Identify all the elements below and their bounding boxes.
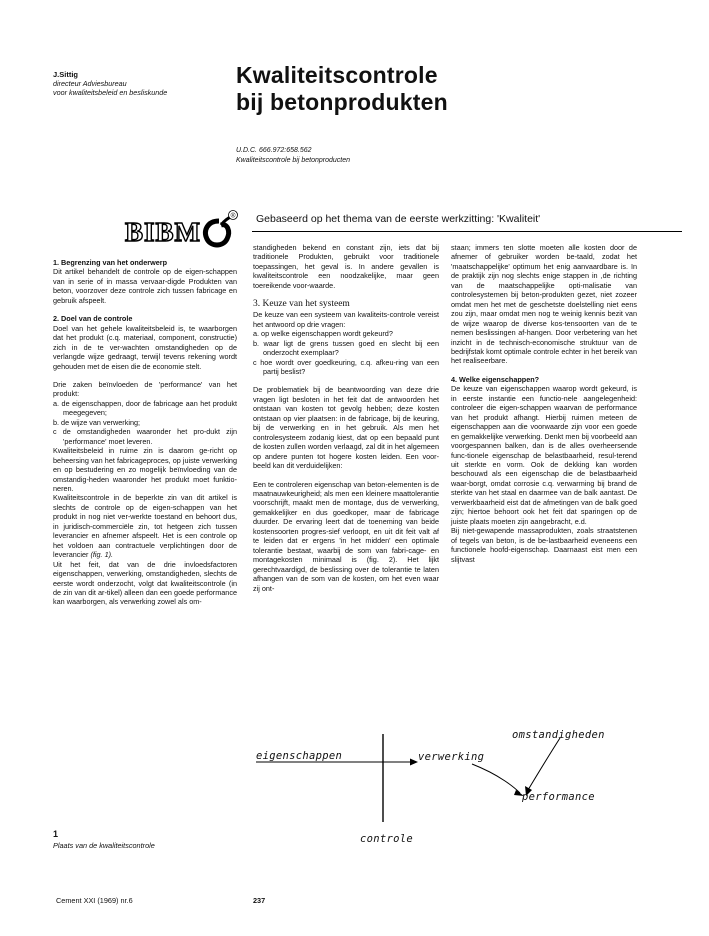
title-line-1: Kwaliteitscontrole [236,62,438,88]
journal-reference: Cement XXI (1969) nr.6 [56,896,133,905]
paragraph: De keuze van een systeem van kwaliteits-controle vereist het antwoord op drie vragen: [253,310,439,329]
paragraph [53,493,237,559]
paragraph: Uit het feit, dat van de drie invloedsfactoren eigenschappen, verwerking, omstandigheden, slechts de eerste wordt onderzocht, volgt dat kwaliteitscontrole (in de zin van dit ar-tikel) alleen dan een goede performance kan waarborgen, als verwerking zowel als om- [53,559,237,607]
column-1 [53,258,237,607]
paragraph: De problematiek bij de beantwoording van deze drie vragen ligt besloten in het feit dat de antwoorden het ontstaan van kosten tot gevolg hebben; deze kosten ontstaan op vier plaatsen: in de fabricage, bij de keuring, bij de verwerking en in het gebruik. Als men het controlesysteem zodanig kiest, dat op een bepaald punt de kosten zullen worden verlaagd, zal dit in het algemeen op andere punten tot hogere kosten leiden. Een voor-beeld kan dit verduidelijken: [253,385,439,471]
article-subtitle: Kwaliteitscontrole bij betonproducten [236,156,351,164]
label-eigenschappen: eigenschappen [256,750,343,762]
paragraph: Bij niet-gewapende massaprodukten, zoals straatstenen of tegels van beton, is de be-lastbaarheid eveneens een functionele hoofd-eigenschap. Daarnaast eist men een slijtvast [451,526,637,564]
label-verwerking: verwerking [418,751,485,763]
list-item: b. de wijze van verwerking; [53,417,141,427]
label-controle: controle [360,833,413,845]
title-line-2: bij betonprodukten [236,89,448,115]
figure-number: 1 [53,829,59,839]
list-item: a. de eigenschappen, door de fabricage aan het produkt meegegeven; [53,398,237,418]
paragraph: Een te controleren eigenschap van beton-elementen is de maatnauwkeurigheid; als men een kleinere maattolerantie voorschrijft, maakt men de montage, dus de verwerking, gemakkelijker en dus goedkoper, maar de fabricage duurder. De ervaring leert dat de toeneming van beide kostensoorten progres-sief verloopt, en uit dit feit valt af te leiden dat er ergens 'in het midden' een optimale tolerantie bestaat, waarbij de som van fabri-cage- en montagekosten minimaal is (fig. 2). Het lijkt gerechtvaardigd, de beslissing over de tolerantie te laten afhangen van de som van de kosten, om het even waar zij ont- [253,479,439,593]
author-block [53,70,233,97]
column-2 [253,243,439,593]
paragraph: Kwaliteitsbeleid in ruime zin is daarom ge-richt op beheersing van het fabricageproces, op juiste verwerking en op bestudering en zo mogelijk beïnvloeding van de omstandig-heden waaronder het produkt moet funktio-neren. [53,446,237,493]
label-performance: performance [522,791,595,803]
label-omstandigheden: omstandigheden [512,729,605,741]
udc-code: U.D.C. 666.972:658.562 [236,147,312,154]
omstandigheden-arrow [528,738,560,790]
verwerking-arrow [472,764,520,793]
list-item: b. waar ligt de grens tussen goed en slecht bij een onderzocht exemplaar? [253,338,439,358]
list-item: c de omstandigheden waaronder het pro-dukt zijn 'performance' moet leveren. [53,427,237,446]
figure-reference: (fig. 1). [90,550,114,560]
logo-mark: ® [230,212,236,220]
header-divider [252,231,682,232]
paragraph: De keuze van eigenschappen waarop wordt gekeurd, is in eerste instantie een functio-nele aangelegenheid: controleer die eigen-schappen waarvan de performance van het produkt afhangt. Hierbij ruimen meteen de eigenschappen aan die voorwaarde zijn voor een goede en gemakkelijke verwerking. Denkt men bij voorbeeld aan voorgespannen balken, dan is de alles overheersende func-tionele eigenschap de belastbaarheid, resul-terend uit sterkte en vorm. Ook de dekking kan worden beschouwd als een eigenschap die de belastbaarheid waar-borgt, omdat corrosie c.q. verwarming bij brand de sterkte van het staal en daarmee van de balk aantast. De verwerkbaarheid eist dat de afmetingen van de balk goed zijn; hiertoe behoort ook het feit dat sparingen op de juiste plaats moeten zijn aangebracht, e.d. [451,384,637,526]
paragraph: Doel van het gehele kwaliteitsbeleid is, te waarborgen dat het produkt (c.q. materiaal, component, constructie) zich in de te ver-wachten omstandigheden op de verlangde wijze gedraagt, terwijl tevens rekening wordt gehouden met de eisen die de economie stelt. [53,323,237,371]
section-heading-3: 3. Keuze van het systeem [253,299,350,310]
section-heading-2: 2. Doel van de controle [53,314,133,324]
paragraph: staan; immers ten slotte moeten alle kosten door de afnemer of gebruiker worden be-taald, zodat het 'maatschappelijke' optimum het enig aanvaardbare is. In de praktijk zijn nog slechts enige stappen in ,de richting van de maatschappelijke opti-malisatie van controlesystemen bij beton-produkten gezet, niet zozeer omdat men het met de geschetste doelstelling niet eens zou zijn, maar omdat men nog te weinig kennis bezit van de wijze waarop de diverse kos-tensoorten van de te nemen beslissingen af-hangen. Door verbetering van het inzicht in de technisch-economische struktuur van de bedrijfstak komt optimale controle echter in het bereik van het realiseerbare. [451,243,637,366]
figure-1-diagram [250,720,650,850]
list-item: a. op welke eigenschappen wordt gekeurd? [253,329,393,339]
theme-line: Gebaseerd op het thema van de eerste werkzitting: 'Kwaliteit' [256,213,541,225]
list-item: c hoe wordt over goedkeuring, c.q. afkeu-ring van een partij beslist? [253,357,439,376]
bibm-logo [123,209,243,255]
section-heading-1: 1. Begrenzing van het onderwerp [53,258,168,267]
paragraph: Drie zaken beïnvloeden de 'performance' van het produkt: [53,379,237,399]
article-title [236,62,676,116]
author-role: directeur Adviesbureau [53,79,127,88]
paragraph-text: Kwaliteitscontrole in de beperkte zin van dit artikel is slechts de controle op de eigen-schappen van het produkt in nog niet ver-werkte toestand en behoort dus, in juridisch-commerciële zin, tot hetgeen zich tussen leverancier en afnemer afspeelt. Het is een controle op het voldoen aan contractuele verplichtingen door de leverancier [53,493,237,560]
column-3 [451,243,637,564]
paragraph: Dit artikel behandelt de controle op de eigen-schappen van in serie of in massa vervaar-digde Produkten van beton, voorzover deze controle zich tussen fabricage en gebruik afspeelt. [53,267,237,305]
author-name: J.Sittig [53,70,79,79]
paragraph: standigheden bekend en constant zijn, iets dat bij traditionele Produkten, gebruikt voor traditionele toepassingen, het geval is. In andere gevallen is kwaliteitscontrole een noodzakelijke, maar geen toereikende voor-waarde. [253,243,439,290]
logo-swirl-icon [206,221,229,245]
section-heading-4: 4. Welke eigenschappen? [451,374,540,384]
page-number: 237 [253,896,266,905]
figure-caption: Plaats van de kwaliteitscontrole [53,841,155,850]
logo-text: BIBM [125,217,202,247]
udc-block [236,146,536,165]
author-affiliation: voor kwaliteitsbeleid en besliskunde [53,88,168,97]
